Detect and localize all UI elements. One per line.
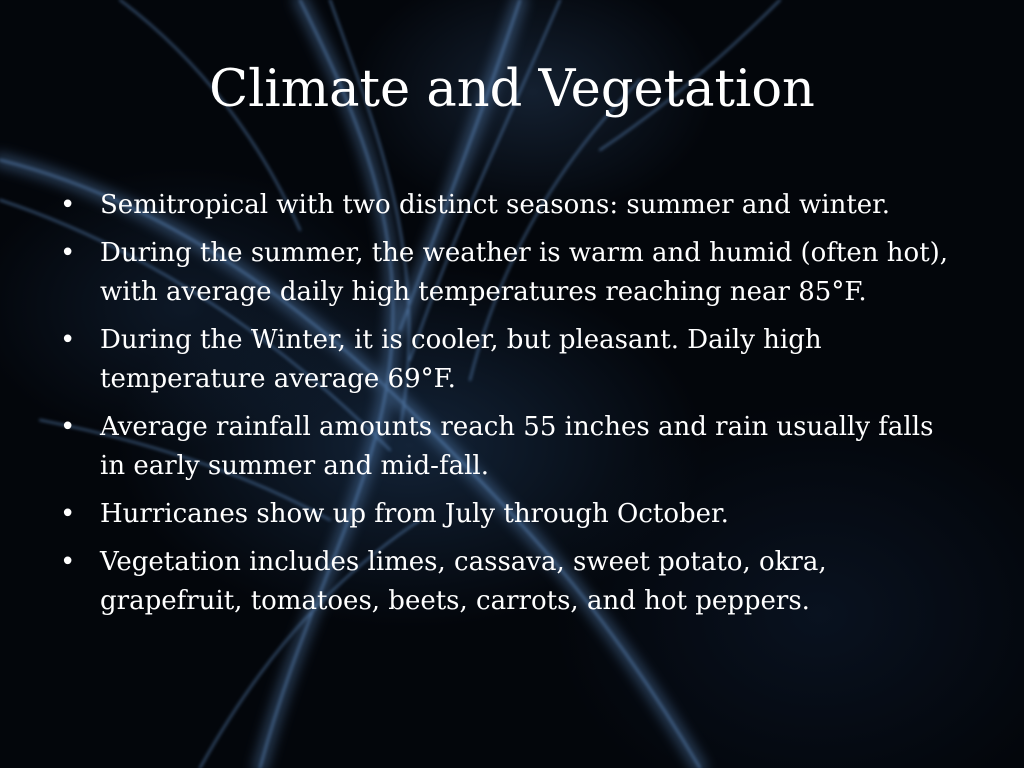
bullet-marker: • xyxy=(60,547,76,577)
bullet-text: During the Winter, it is cooler, but pleasant. Daily high temperature average 69°F. xyxy=(100,325,822,394)
bullet-marker: • xyxy=(60,499,76,529)
bullet-item xyxy=(60,321,960,399)
bullet-text: Semitropical with two distinct seasons: summer and winter. xyxy=(100,190,890,220)
bullet-text: Vegetation includes limes, cassava, sweet potato, okra, grapefruit, tomatoes, beets, carrots, and hot peppers. xyxy=(100,547,827,616)
bullet-item xyxy=(60,234,960,312)
slide-title: Climate and Vegetation xyxy=(209,60,815,119)
bullet-text: Hurricanes show up from July through October. xyxy=(100,499,729,529)
bullet-list xyxy=(60,186,960,630)
bullet-text: During the summer, the weather is warm and humid (often hot), with average daily high temperatures reaching near 85°F. xyxy=(100,238,949,307)
bullet-text: Average rainfall amounts reach 55 inches and rain usually falls in early summer and mid-fall. xyxy=(100,412,934,481)
bullet-item xyxy=(60,408,960,486)
bullet-marker: • xyxy=(60,412,76,442)
bullet-item xyxy=(60,495,960,534)
bullet-marker: • xyxy=(60,238,76,268)
bullet-marker: • xyxy=(60,190,76,220)
bullet-marker: • xyxy=(60,325,76,355)
bullet-item xyxy=(60,543,960,621)
bullet-item xyxy=(60,186,960,225)
